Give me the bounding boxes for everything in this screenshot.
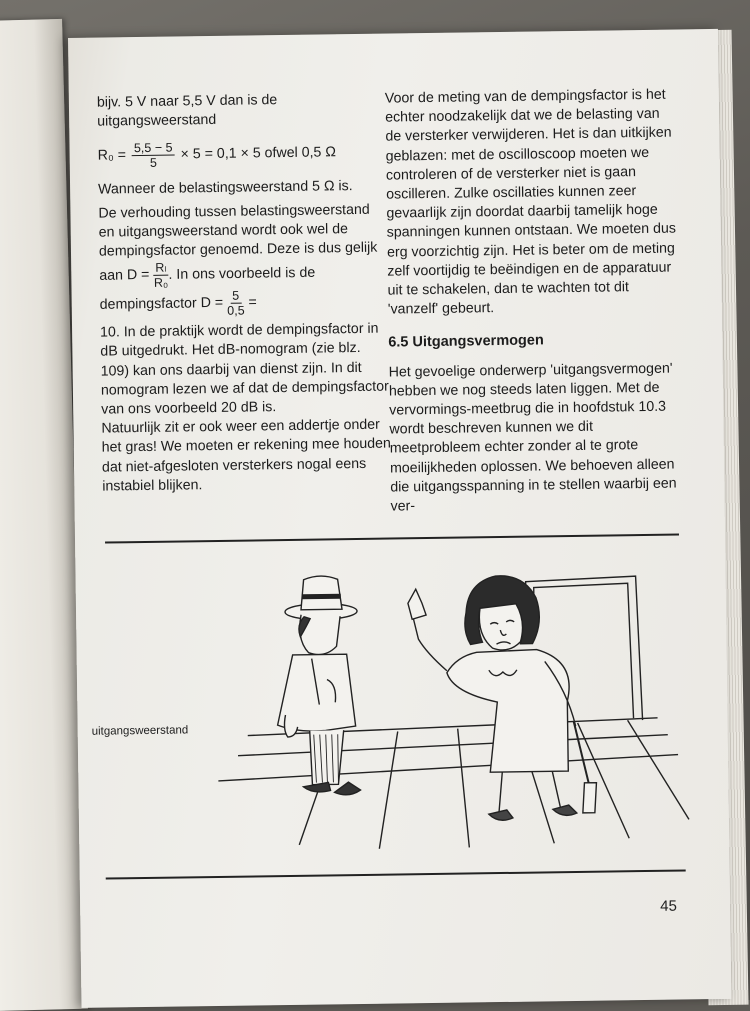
formula-lhs: D = (126, 267, 150, 284)
floor-line (218, 755, 678, 781)
paragraph: Natuurlijk zit er ook weer een addertje onder het gras! We moeten er rekening mee houden dat niet-afgesloten versterkers nogal eens instabiel blijken. (101, 416, 391, 495)
fraction (153, 261, 169, 290)
fraction-denominator: 5 (149, 156, 157, 171)
damping-factor-example (200, 288, 257, 319)
paragraph: bijv. 5 V naar 5,5 V dan is de uitgangsweerstand (96, 92, 278, 130)
output-resistance-formula (97, 138, 387, 171)
figure-caption: uitgangsweerstand (91, 724, 189, 738)
fraction-numerator: 5,5 − 5 (132, 141, 175, 157)
fraction-numerator: 5 (230, 289, 241, 304)
formula-rhs: × 5 = 0,1 × 5 ofwel 0,5 Ω (180, 144, 337, 163)
formula-rhs: = (248, 294, 257, 311)
figure-top-rule (105, 534, 679, 544)
paragraph-text: . In ons voorbeeld is de dempingsfactor (99, 265, 316, 314)
paragraph (98, 200, 390, 320)
fraction (132, 141, 175, 171)
right-text-column (385, 86, 683, 517)
paragraph: Het gevoelige onderwerp 'uitgangsvermogen' hebben we nog steeds laten liggen. Met de vervormings-meetbrug die in hoofdstuk 10.3 wordt beschreven kunnen we dit meetprobleem echter zonder al te grote moeilijkheden oplossen. We behoeven alleen die uitgangsspanning in te stellen waarbij een ver- (388, 360, 677, 515)
floor-line (238, 735, 668, 756)
damping-factor-formula (126, 260, 169, 291)
paragraph: Wanneer de belastingsweerstand 5 Ω is. (98, 178, 353, 198)
paragraph: Voor de meting van de dempingsfactor is het echter noodzakelijk dat we de belasting van de versterker verwijderen. Het is dan uitkijken geblazen: met de oscilloscoop moeten we controleren of de versterker niet is gaan oscilleren. Zulke oscillaties kunnen zeer gevaarlijk zijn doordat daarbij tamelijk hoge spanningen kunnen ontstaan. We moeten dus erg voorzichtig zijn. Het is beter om de meting zelf voortijdig te beëindigen en de apparatuur uit te schakelen, dan te wachten tot dit 'vanzelf' gebeurt. (384, 86, 677, 318)
paragraph: 10. In de praktijk wordt de dempingsfactor in dB uitgedrukt. Het dB-nomogram (zie blz. 109) kan ons daarbij van dienst zijn. In dit nomogram lezen we af dat de dempingsfactor van ons voorbeeld 20 dB is. (100, 320, 389, 418)
fraction-denominator: 0,5 (227, 303, 245, 319)
fraction-numerator: Rₗ (153, 261, 168, 276)
paragraph-text: De verhouding tussen belastingsweerstand en uitgangsweerstand wordt ook wel de dempingsfactor genoemd. Deze is dus gelijk aan (98, 201, 378, 285)
cartoon-illustration (95, 549, 699, 857)
fraction-denominator: R₀ (153, 275, 169, 291)
page-number: 45 (660, 897, 677, 915)
woman-figure (408, 575, 597, 822)
left-text-column (97, 90, 393, 497)
floor-line (578, 722, 630, 839)
formula-lhs: R₀ = (97, 147, 127, 164)
floor-line (458, 728, 470, 847)
section-heading: 6.5 Uitgangsvermogen (388, 332, 544, 351)
figure-bottom-rule (106, 869, 686, 879)
fraction (227, 289, 245, 318)
formula-lhs: D = (200, 295, 224, 312)
book-page (68, 29, 731, 1008)
man-figure (276, 576, 361, 796)
